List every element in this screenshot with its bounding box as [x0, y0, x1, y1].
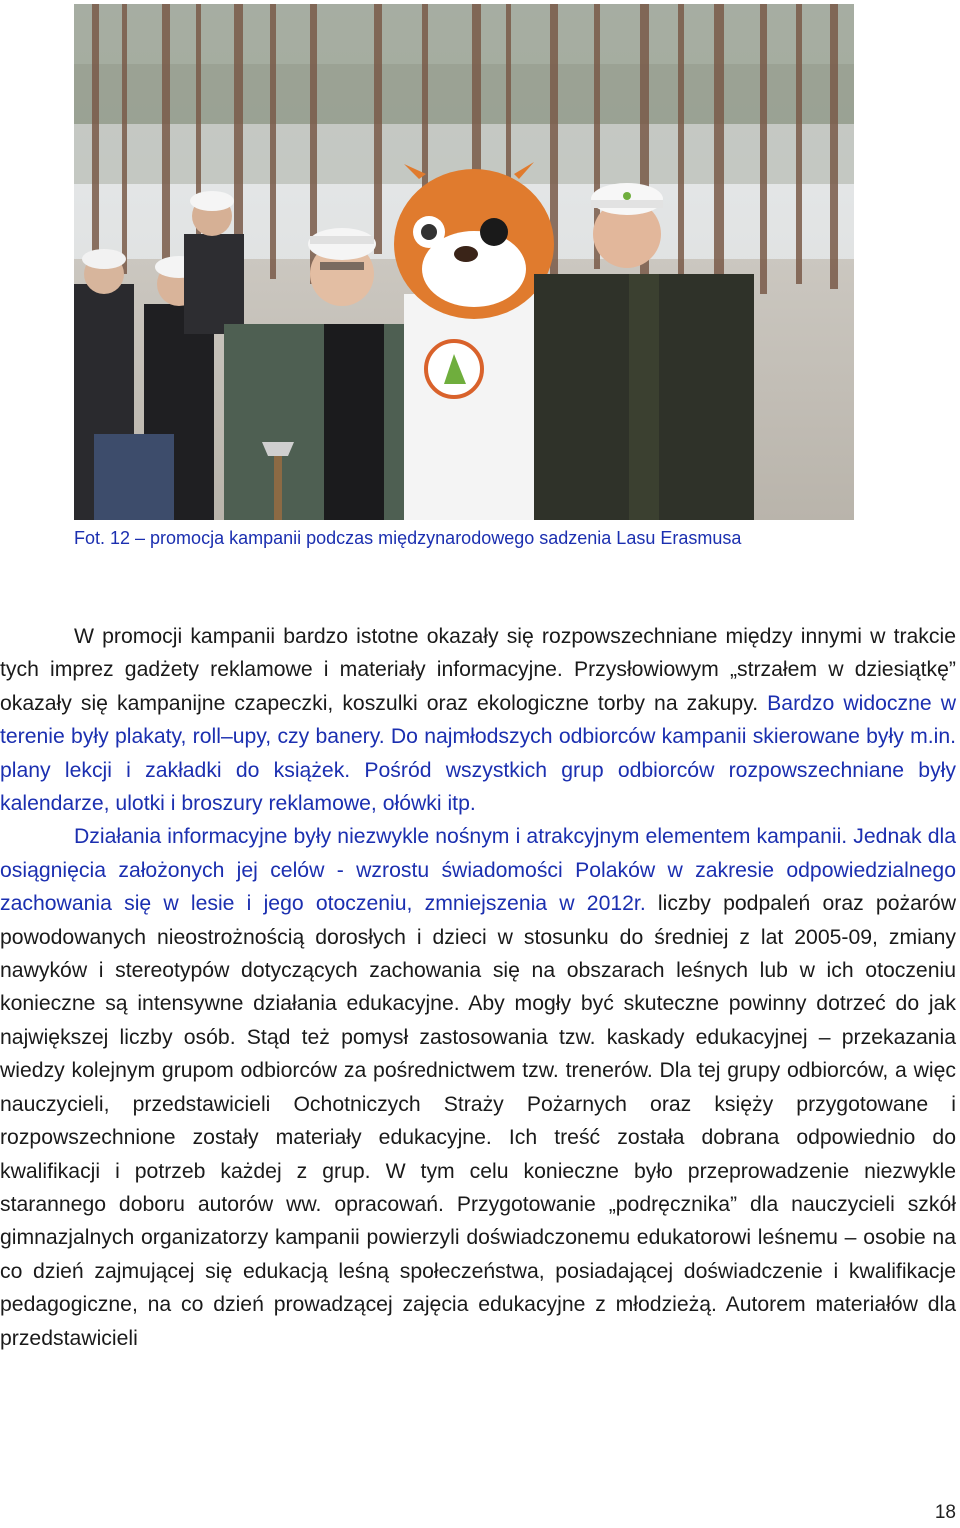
paragraph-1 — [0, 620, 956, 820]
paragraph-2-seg-5: Stąd też pomysł zastosowania tzw. kaskady edukacyjnej – przekazania wiedzy kolejnym grupom odbiorców za pośrednictwem tzw. trenerów. — [0, 1025, 956, 1083]
photo-caption: Fot. 12 – promocja kampanii podczas międzynarodowego sadzenia Lasu Erasmusa — [74, 528, 742, 548]
event-photo — [74, 4, 854, 520]
paragraph-2-seg-9: Przygotowanie „podręcznika” dla nauczycieli szkół gimnazjalnych organizatorzy kampanii powierzyli doświadczonemu edukatorowi leśnemu – osobie na co dzień zajmującej się edukacją leśną społeczeństwa, posiadającej doświadczenie i kwalifikacje pedagogiczne, na co dzień prowadzącej zajęcia edukacyjne z młodzieżą. — [0, 1192, 956, 1317]
paragraph-2-seg-4: Aby mogły być skuteczne powinny dotrzeć do jak największej liczby osób. — [0, 992, 956, 1049]
paragraph-2 — [0, 820, 956, 1355]
paragraph-1-seg-3: Bardzo widoczne w terenie były plakaty, roll–upy, czy banery. — [0, 691, 956, 749]
paragraph-1-seg-5: Pośród wszystkich grup odbiorców rozpowszechniane były kalendarze, ulotki i broszury reklamowe, ołówki itp. — [0, 758, 956, 816]
paragraph-1-seg-1: W promocji kampanii bardzo istotne okazały się rozpowszechniane między innymi w trakcie tych imprez gadżety reklamowe i materiały informacyjne. — [0, 625, 956, 682]
paragraph-2-seg-3: liczby podpaleń oraz pożarów powodowanych nieostrożnością dorosłych i dzieci w stosunku do średniej z lat 2005-09, zmiany nawyków i stereotypów dotyczących zachowania się na obszarach leśnych lub w ich otoczeniu konieczne są intensywne działania edukacyjne. — [0, 892, 957, 1016]
body-text — [0, 620, 956, 1355]
paragraph-1-seg-4: Do najmłodszych odbiorców kampanii skierowane były m.in. plany lekcji i zakładki do książek. — [0, 725, 956, 782]
paragraph-2-seg-8: W tym celu konieczne było przeprowadzenie niezwykle starannego doboru autorów ww. opracowań. — [0, 1159, 957, 1216]
paragraph-2-seg-1: Działania informacyjne były niezwykle nośnym i atrakcyjnym elementem kampanii. — [74, 825, 854, 849]
paragraph-2-seg-10: Autorem materiałów dla przedstawicieli — [0, 1293, 957, 1350]
paragraph-1-seg-2: Przysłowiowym „strzałem w dziesiątkę” okazały się kampanijne czapeczki, koszulki oraz ekologiczne torby na zakupy. — [0, 658, 956, 715]
page-number: 18 — [934, 1502, 956, 1523]
paragraph-2-seg-2: Jednak dla osiągnięcia założonych jej celów - wzrostu świadomości Polaków w zakresie odpowiedzialnego zachowania się w lesie i jego otoczeniu, zmniejszenia w 2012r. — [0, 825, 956, 916]
paragraph-2-seg-7: Ich treść została dobrana odpowiednio do kwalifikacji i potrzeb każdej z grup. — [0, 1126, 956, 1183]
paragraph-2-seg-6: Dla tej grupy odbiorców, a więc nauczycieli, przedstawicieli Ochotniczych Straży Pożarnych oraz księży przygotowane i rozpowszechnione zostały materiały edukacyjne. — [0, 1059, 957, 1150]
